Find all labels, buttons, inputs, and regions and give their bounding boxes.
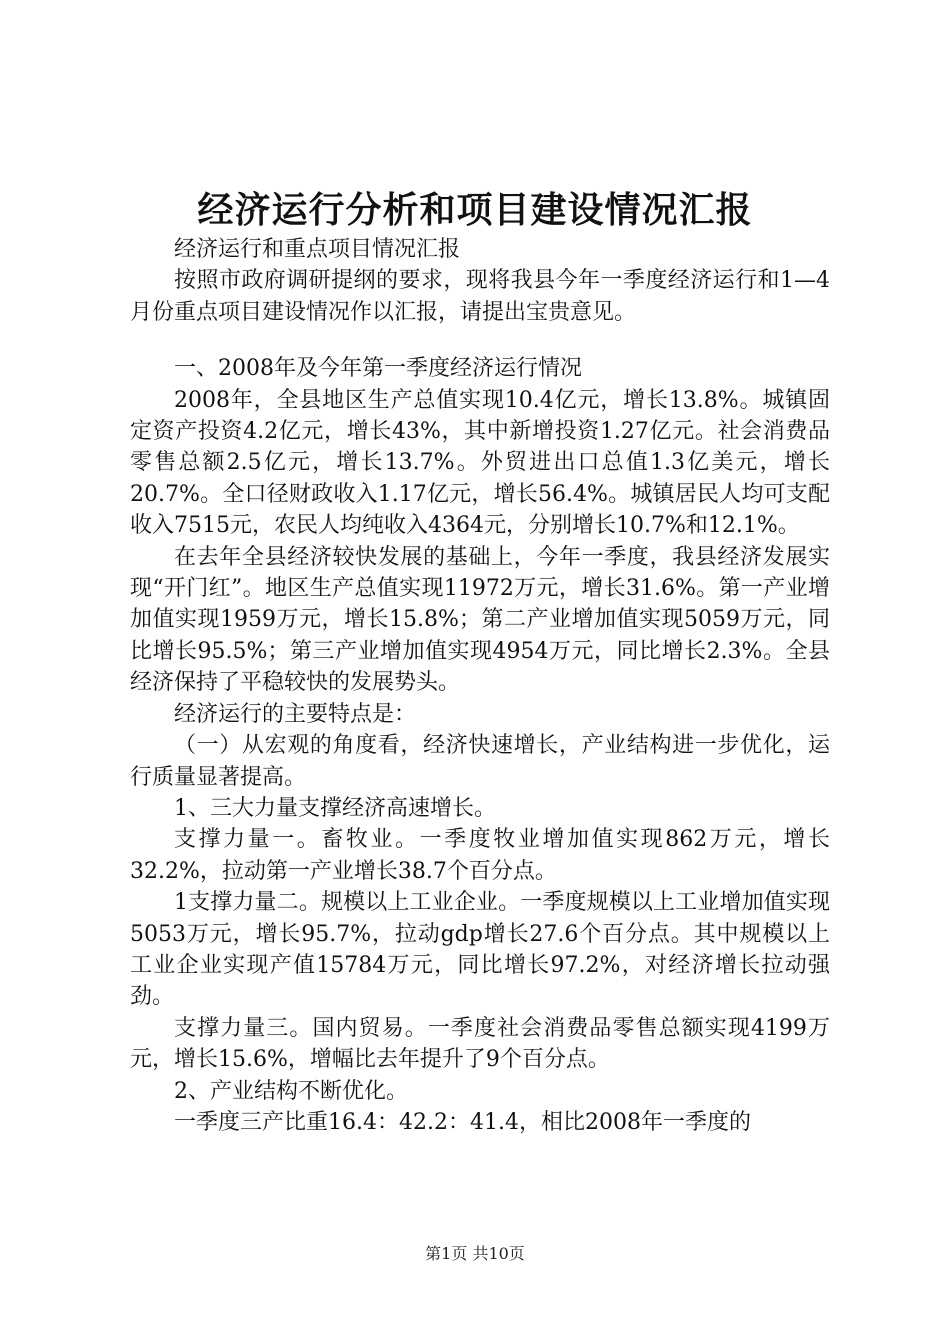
paragraph-force-three: 支撑力量三。国内贸易。一季度社会消费品零售总额实现4199万元，增长15.6%，增幅比去年提升了9个百分点。 xyxy=(130,1015,830,1073)
document-title: 经济运行分析和项目建设情况汇报 xyxy=(197,189,753,231)
paragraph-q1-summary: 在去年全县经济较快发展的基础上，今年一季度，我县经济发展实现“开门红”。地区生产总值实现11972万元，增长31.6%。第一产业增加值实现1959万元，增长15.8%；第二产业增加值实现5059万元，同比增长95.5%；第三产业增加值实现4954万元，同比增长2.3%。全县经济保持了平稳较快的发展势头。 xyxy=(130,544,830,696)
page-footer: 第1页 共10页 xyxy=(425,1244,525,1263)
paragraph-subtitle: 经济运行和重点项目情况汇报 xyxy=(174,237,461,262)
paragraph-intro: 按照市政府调研提纲的要求，现将我县今年一季度经济运行和1—4月份重点项目建设情况作以汇报，请提出宝贵意见。 xyxy=(130,268,830,325)
paragraph-force-two: 1支撑力量二。规模以上工业企业。一季度规模以上工业增加值实现5053万元，增长95.7%，拉动gdp增长27.6个百分点。其中规模以上工业企业实现产值15784万元，同比增长97.2%，对经济增长拉动强劲。 xyxy=(130,890,830,1010)
paragraph-structure-ratio: 一季度三产比重16.4：42.2：41.4，相比2008年一季度的 xyxy=(174,1109,751,1135)
document-body xyxy=(130,234,830,1138)
section-heading: 一、2008年及今年第一季度经济运行情况 xyxy=(174,356,582,382)
paragraph-three-forces: 1、三大力量支撑经济高速增长。 xyxy=(174,795,496,821)
paragraph-2008-summary: 2008年，全县地区生产总值实现10.4亿元，增长13.8%。城镇固定资产投资4.2亿元，增长43%，其中新增投资1.27亿元。社会消费品零售总额2.5亿元，增长13.7%。外贸进出口总值1.3亿美元，增长20.7%。全口径财政收入1.17亿元，增长56.4%。城镇居民人均可支配收入7515元，农民人均纯收入4364元，分别增长10.7%和12.1%。 xyxy=(130,387,830,539)
paragraph-force-one: 支撑力量一。畜牧业。一季度牧业增加值实现862万元，增长32.2%，拉动第一产业增长38.7个百分点。 xyxy=(130,827,830,884)
paragraph-macro-view: （一）从宏观的角度看，经济快速增长，产业结构进一步优化，运行质量显著提高。 xyxy=(130,733,830,790)
paragraph-structure-heading: 2、产业结构不断优化。 xyxy=(174,1078,408,1104)
paragraph-features-heading: 经济运行的主要特点是： xyxy=(174,701,417,727)
